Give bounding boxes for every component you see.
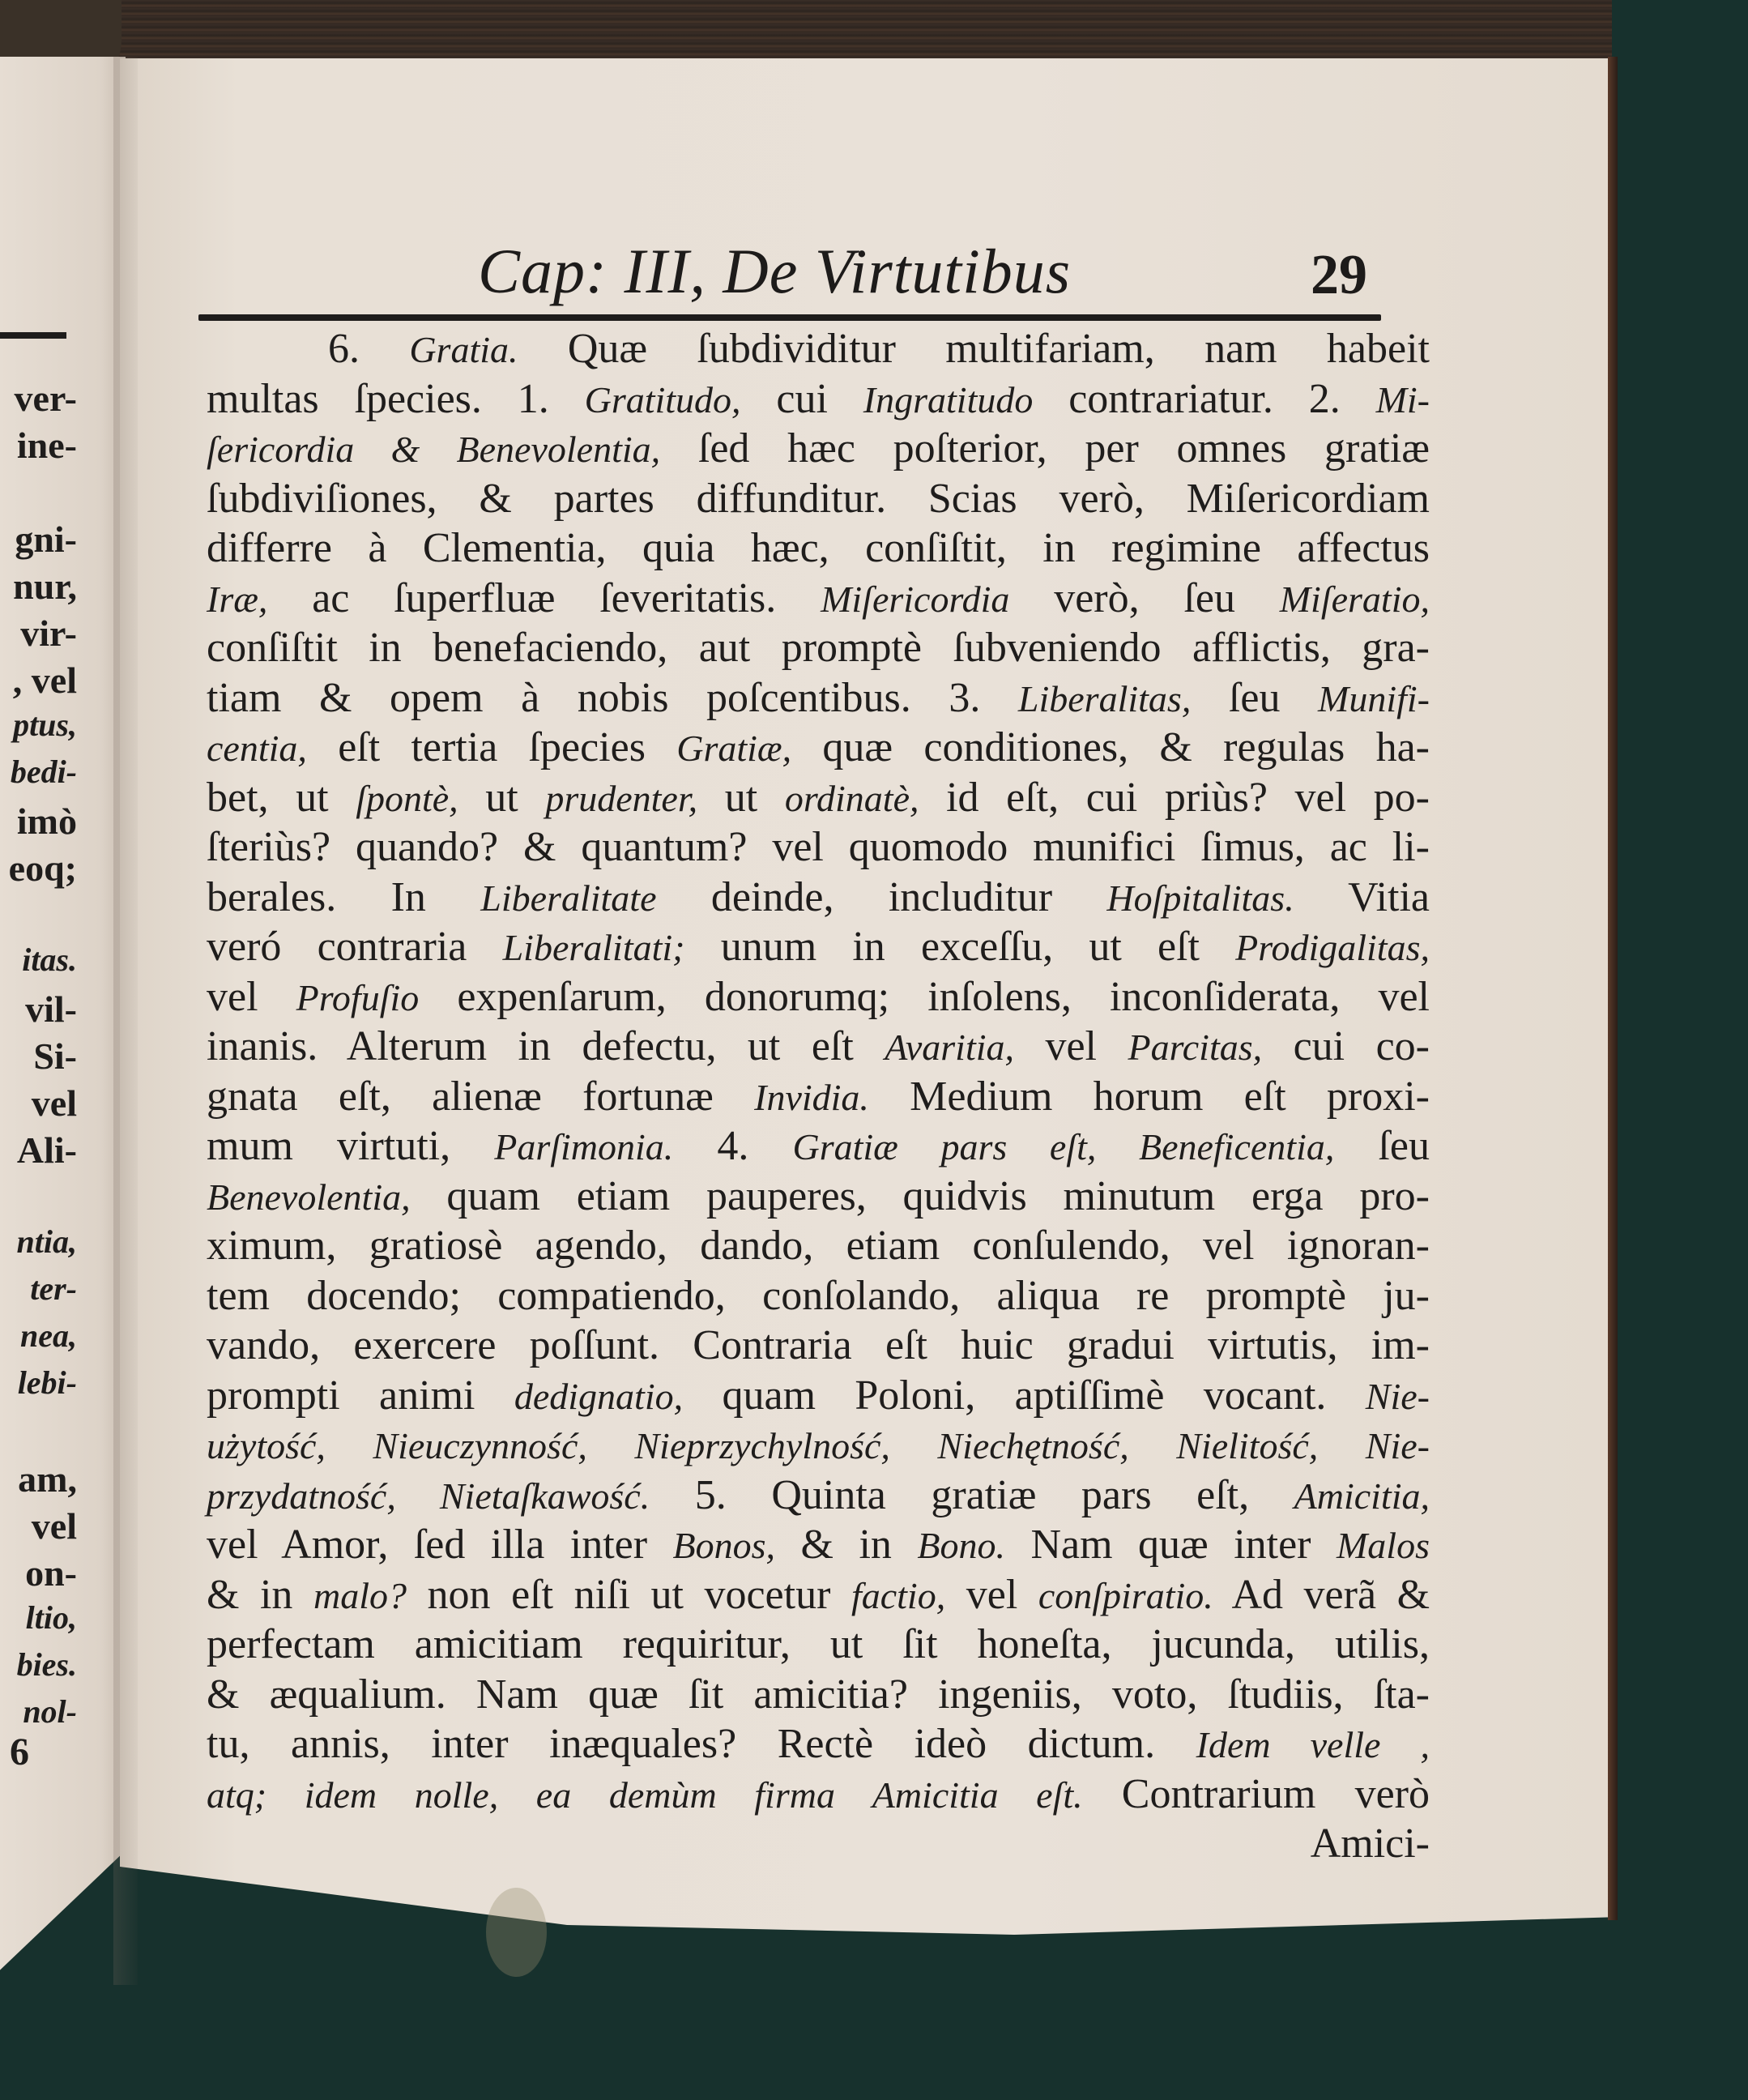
text-line [207,1420,1430,1470]
italic-text: Liberalitate [480,877,657,919]
italic-text: ſpontè, [356,777,458,819]
italic-text: Nie- [1365,1375,1430,1417]
roman-text: contrariatur. 2. [1033,375,1376,422]
italic-text: ordinatè, [784,777,919,819]
roman-text: ſeu [1191,674,1319,721]
text-line [207,723,1430,773]
text-line [207,1321,1430,1371]
roman-text: Nam quæ inter [1005,1522,1337,1568]
facing-line-fragment: ptus, [13,706,77,743]
italic-text: Ingratitudo [863,378,1034,420]
roman-text: Quæ ſubdividitur multifariam, nam habeit [518,326,1430,372]
text-line [207,424,1430,474]
text-line [207,1072,1430,1122]
text-line [207,324,1430,374]
italic-text: Benevolentia, [207,1176,411,1218]
italic-text: prudenter, [545,777,698,819]
text-line [207,1670,1430,1720]
roman-text: ſed hæc poſterior, per omnes gratiæ [660,425,1430,472]
text-line [207,873,1430,923]
facing-line-fragment: ltio, [25,1599,77,1636]
italic-text: Gratia. [409,329,518,370]
facing-line-fragment: nol- [23,1693,77,1730]
page-number: 29 [1311,244,1367,306]
facing-line-fragment: eoq; [8,847,77,889]
facing-page-rule [0,332,66,339]
italic-text: Miſeratio, [1279,578,1430,620]
facing-line-fragment: Si- [33,1035,77,1077]
italic-text: Bonos, [672,1525,776,1566]
text-line [207,1271,1430,1321]
body-text [207,324,1430,1869]
roman-text: vel [207,973,296,1020]
roman-text: & in [207,1571,313,1618]
text-line [207,523,1430,574]
italic-text: przydatność, Nietaſkawość. [207,1475,650,1517]
facing-line-fragment: ter- [30,1270,77,1307]
roman-text: & in [775,1522,918,1568]
roman-text: prompti animi [207,1372,514,1419]
roman-text: cui [740,375,863,422]
italic-text: centia, [207,728,307,769]
roman-text: bet, ut [207,774,356,821]
roman-text: ximum, gratiosè agendo, dando, etiam conſulendo, vel ignoran- [207,1223,1430,1269]
roman-text: Vitia [1294,873,1430,920]
roman-text: id eſt, cui priùs? vel po- [919,774,1430,821]
facing-line-fragment: bedi- [10,753,77,790]
italic-text: Miſericordia [821,578,1010,620]
roman-text: mum virtuti, [207,1123,495,1169]
roman-text: tiam & opem à nobis poſcentibus. 3. [207,674,1018,721]
italic-text: Liberalitati; [502,927,685,968]
catchword: Amici- [1310,1820,1430,1867]
roman-text: perfectam amicitiam requiritur, ut ſit honeſta, jucunda, utilis, [207,1621,1430,1667]
italic-text: Gratitudo, [584,378,741,420]
text-line [207,773,1430,823]
facing-line-fragment: vel [31,1082,77,1124]
text-line [207,972,1430,1022]
text-line [207,822,1430,873]
italic-text: użytość, Nieuczynność, Nieprzychylność, Niechętność, Nielitość, Nie- [207,1425,1430,1466]
roman-text: berales. In [207,873,481,920]
facing-line-fragment: , vel [12,659,77,701]
facing-page-number: 6 [10,1731,29,1773]
italic-text: Profuſio [296,976,420,1018]
italic-text: Gratiæ, [676,728,792,769]
facing-line-fragment: ine- [16,425,77,466]
italic-text: conſpiratio. [1038,1574,1213,1616]
roman-text: unum in exceſſu, ut eſt [684,924,1236,970]
roman-text: & æqualium. Nam quæ ſit amicitia? ingeniis, voto, ſtudiis, ſta- [207,1671,1430,1718]
italic-text: Parſimonia. [494,1126,674,1167]
roman-text: vel Amor, ſed illa inter [207,1522,673,1568]
roman-text: Ad verã & [1213,1571,1430,1618]
roman-text: quam Poloni, aptiſſimè vocant. [683,1372,1366,1419]
facing-line-fragment: nea, [20,1317,77,1354]
italic-text: Iræ, [207,578,268,620]
book-top-edge [0,0,1612,65]
facing-line-fragment: gni- [15,519,77,560]
italic-text: Liberalitas, [1017,677,1192,719]
roman-text: quam etiam pauperes, quidvis minutum erga pro- [410,1172,1430,1219]
text-line [207,1570,1430,1620]
roman-text: tem docendo; compatiendo, conſolando, aliqua re promptè ju- [207,1272,1430,1319]
facing-line-fragment: vil- [25,988,77,1030]
text-line [207,574,1430,624]
book-fore-edge [1608,57,1618,1920]
text-line [207,673,1430,723]
facing-line-fragment: am, [18,1458,77,1500]
text-line [207,1371,1430,1421]
facing-line-fragment: lebi- [17,1364,77,1401]
roman-text: cui co- [1262,1023,1430,1069]
text-line [207,1620,1430,1670]
roman-text: differre à Clementia, quia hæc, conſiſtit, in regimine affectus [207,525,1430,571]
italic-text: Bono. [917,1525,1005,1566]
roman-text: ac ſuperfluæ ſeveritatis. [267,574,821,621]
italic-text: Malos [1336,1525,1430,1566]
italic-text: Idem velle , [1196,1724,1430,1765]
italic-text: dedignatio, [514,1375,684,1417]
italic-text: Mi- [1375,378,1430,420]
facing-line-fragment: itas. [22,941,77,978]
text-line [207,1121,1430,1172]
roman-text: 6. [328,326,410,372]
roman-text: ut [458,774,546,821]
roman-text: veró contraria [207,924,503,970]
running-head: Cap: III, De Virtutibus [478,236,1072,306]
roman-text: Medium horum eſt proxi- [868,1073,1430,1120]
roman-text: inanis. Alterum in defectu, ut eſt [207,1023,885,1069]
text-line [207,1520,1430,1570]
facing-line-fragment: bies. [16,1646,77,1683]
roman-text: ut [697,774,785,821]
text-line [207,474,1430,524]
italic-text: Invidia. [754,1076,869,1118]
italic-text: Prodigalitas, [1235,927,1430,968]
italic-text: Parcitas, [1128,1027,1263,1068]
italic-text: factio, [851,1574,946,1616]
italic-text: malo? [313,1574,407,1616]
roman-text: 5. Quinta gratiæ pars eſt, [650,1471,1294,1518]
facing-line-fragment: vel [31,1505,77,1547]
roman-text: expenſarum, donorumq; inſolens, inconſiderata, vel [419,973,1430,1020]
roman-text: vel [945,1571,1038,1618]
italic-text: ſericordia & Benevolentia, [207,429,661,470]
roman-text: multas ſpecies. 1. [207,375,585,422]
text-line [207,1172,1430,1222]
italic-text: Hoſpitalitas. [1106,877,1294,919]
roman-text: verò, ſeu [1009,574,1280,621]
text-line [207,1022,1430,1072]
roman-text: ſteriùs? quando? & quantum? vel quomodo munifici ſimus, ac li- [207,824,1430,870]
roman-text: vel [1014,1023,1128,1069]
text-line [207,1221,1430,1271]
roman-text: ſeu [1334,1123,1430,1169]
text-line [207,1769,1430,1820]
book-gutter [113,57,138,1985]
italic-text: Munifi- [1318,677,1430,719]
roman-text: deinde, includitur [656,873,1107,920]
text-line [207,1719,1430,1769]
italic-text: atq; idem nolle, ea demùm firma Amicitia eſt. [207,1773,1083,1816]
facing-line-fragment: nur, [13,566,77,607]
facing-line-fragment: ver- [14,378,77,419]
facing-line-fragment: vir- [20,612,77,654]
text-line [207,922,1430,972]
roman-text: tu, annis, inter inæquales? Rectè ideò dictum. [207,1721,1196,1767]
text-line [207,374,1430,425]
roman-text: conſiſtit in benefaciendo, aut promptè ſubveniendo afflictis, gra- [207,625,1430,671]
facing-line-fragment: Ali- [16,1129,77,1171]
roman-text: vando, exercere poſſunt. Contraria eſt huic gradui virtutis, im- [207,1322,1430,1368]
roman-text: gnata eſt, alienæ fortunæ [207,1073,755,1120]
roman-text: eſt tertia ſpecies [306,724,677,770]
header-rule [198,314,1381,321]
roman-text: 4. [673,1123,793,1169]
facing-line-fragment: ntia, [16,1223,77,1260]
italic-text: Avaritia, [885,1027,1015,1068]
paper-stain [486,1888,547,1977]
facing-line-fragment: on- [25,1552,77,1594]
italic-text: Gratiæ pars eſt, Beneficentia, [792,1126,1335,1167]
italic-text: Amicitia, [1294,1475,1430,1517]
text-line [207,1470,1430,1521]
roman-text: Contrarium verò [1082,1770,1430,1817]
roman-text: ſubdiviſiones, & partes diffunditur. Scias verò, Miſericordiam [207,475,1430,522]
roman-text: non eſt niſi ut vocetur [406,1571,851,1618]
facing-line-fragment: imò [16,800,77,842]
text-line [207,623,1430,673]
roman-text: quæ conditiones, & regulas ha- [791,724,1430,770]
